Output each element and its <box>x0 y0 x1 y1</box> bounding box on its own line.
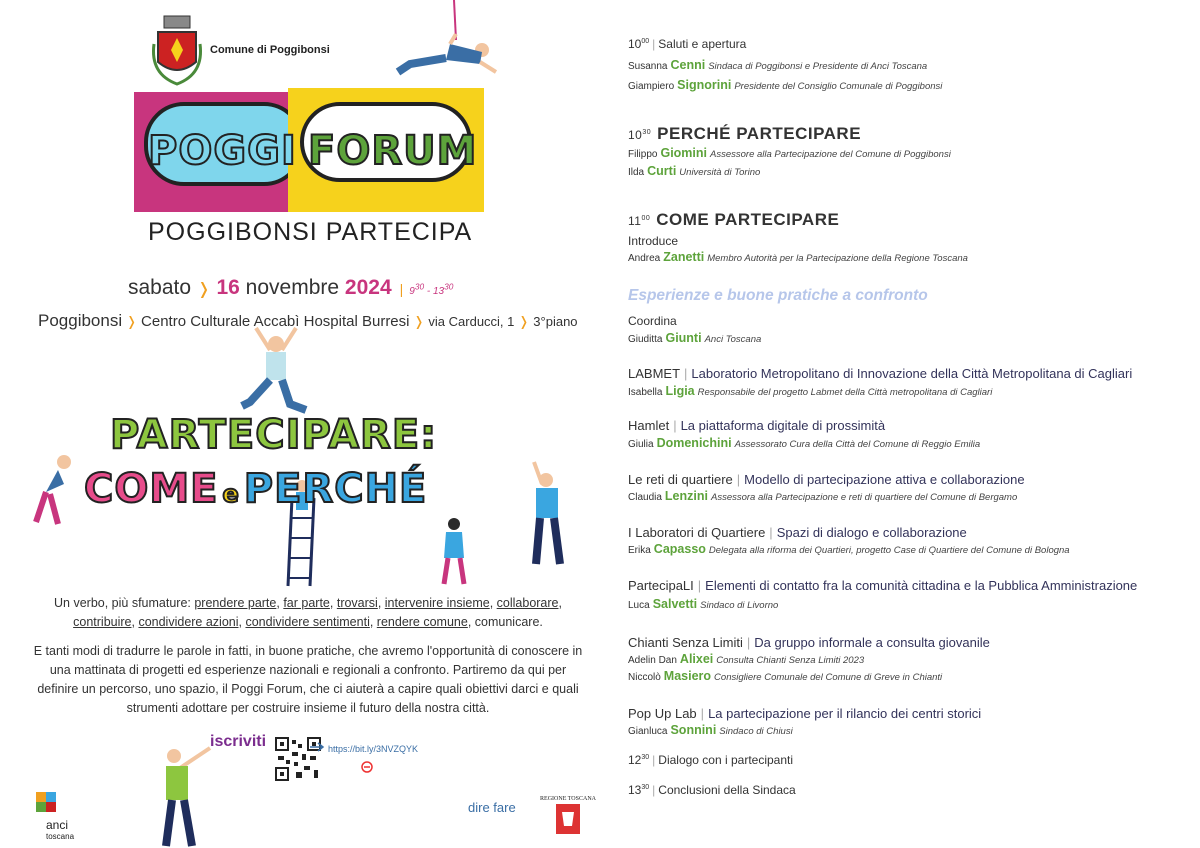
event-date <box>128 276 453 300</box>
agenda-title: Saluti e apertura <box>658 37 747 51</box>
verb-item: far parte <box>283 596 330 610</box>
direfare-logo: dire fare <box>468 800 516 815</box>
section-perche: $10^{30}$ PERCHÉ PARTECIPARE <box>628 124 862 143</box>
verb-item: condividere azioni <box>138 615 239 629</box>
pushing-person-illustration <box>28 452 78 526</box>
headline-come: COME <box>84 466 219 512</box>
logo-subtitle: POGGIBONSI PARTECIPA <box>148 218 473 246</box>
place-floor: 3°piano <box>533 314 578 329</box>
intro-lead: Un verbo, più sfumature: <box>54 596 191 610</box>
cheering-person-illustration <box>236 326 316 422</box>
register-label: iscriviti <box>210 733 267 750</box>
headline-perche: PERCHÉ <box>243 466 428 512</box>
intro-paragraph: E tanti modi di tradurre le parole in fatti, in buone pratiche, che avremo l'opportunità di conoscere in una mattinata di progetti ed esperienze nazionali e regionali a confronto. Partiremo da qui per definire un percorso, uno spazio, il Poggi Forum, che ci aiuterà a capire quali obiettivi darci e quali strumenti adottare per costruire insieme il futuro della nostra città. <box>33 644 583 715</box>
date-month: novembre <box>245 276 340 299</box>
hand-pointer-icon <box>360 760 374 774</box>
chevron-separator-icon: ❭ <box>126 314 138 329</box>
speaker-row: Luca Salvetti Sindaco di Livorno <box>628 597 779 611</box>
anci-label: anci <box>46 818 69 832</box>
verb-item: collaborare <box>496 596 559 610</box>
headline-e: e <box>222 480 240 508</box>
svg-text:REGIONE TOSCANA: REGIONE TOSCANA <box>540 796 596 802</box>
speaker-row: Giampiero Signorini Presidente del Consiglio Comunale di Poggibonsi <box>628 78 943 92</box>
verb-item: trovarsi <box>336 596 378 610</box>
headline-come-perche <box>84 466 427 512</box>
chevron-separator-icon: ❭ <box>197 281 211 298</box>
intro-verbs: Un verbo, più sfumature: prendere parte, far parte, trovarsi, intervenire insieme, collaborare, contribuire, condividere azioni, condividere sentimenti, rendere comune, comunicare. <box>54 596 562 629</box>
chevron-separator-icon: ❭ <box>413 314 425 329</box>
project-row: Chianti Senza Limiti | Da gruppo informale a consulta giovanile <box>628 635 990 650</box>
speaker-row: Giulia Domenichini Assessorato Cura della Città del Comune di Reggio Emilia <box>628 436 981 450</box>
date-weekday: sabato <box>128 276 192 299</box>
date-year: 2024 <box>344 276 392 299</box>
project-row: Hamlet | La piattaforma digitale di prossimità <box>628 418 886 433</box>
chevron-separator-icon: ❭ <box>518 314 530 329</box>
anci-logo-icon <box>22 790 66 820</box>
anci-sublabel: toscana <box>46 832 75 841</box>
verb-item: condividere sentimenti <box>245 615 370 629</box>
logo-word-poggi: POGGI <box>148 128 297 174</box>
bar-separator-icon: | <box>399 281 404 297</box>
logo-word-forum: FORUM <box>308 128 478 174</box>
speaker-row: Andrea Zanetti Membro Autorità per la Partecipazione della Regione Toscana <box>628 250 968 264</box>
speaker-row: Gianluca Sonnini Sindaco di Chiusi <box>628 723 793 737</box>
bar-separator-icon: | <box>652 753 656 767</box>
date-day: 16 <box>216 276 240 299</box>
coordina-label: Coordina <box>628 314 677 328</box>
pointing-man-illustration <box>156 742 216 848</box>
place-venue: Centro Culturale Accabì Hospital Burresi <box>141 313 410 330</box>
climbing-person-illustration <box>390 0 510 80</box>
event-time: $9^{30} - 13^{30}$ <box>409 281 454 297</box>
girl-illustration <box>436 514 472 586</box>
registration-link[interactable]: https://bit.ly/3NVZQYK <box>328 744 419 754</box>
speaker-row: Giuditta Giunti Anci Toscana <box>628 331 762 345</box>
verb-item: intervenire insieme <box>384 596 490 610</box>
place-street: via Carducci, 1 <box>428 314 515 329</box>
section-come: $11^{00}$ COME PARTECIPARE <box>628 210 840 229</box>
speaker-row: Susanna Cenni Sindaca di Poggibonsi e Presidente di Anci Toscana <box>628 58 928 72</box>
regione-toscana-logo <box>540 792 596 838</box>
project-row: Pop Up Lab | La partecipazione per il rilancio dei centri storici <box>628 706 982 721</box>
standing-man-illustration <box>520 460 568 566</box>
agenda-conclusioni: $13^{30}$ | Conclusioni della Sindaca <box>628 783 796 797</box>
verb-item: comunicare. <box>474 615 543 629</box>
place-city: Poggibonsi <box>38 311 123 330</box>
speaker-row: Isabella Ligia Responsabile del progetto Labmet della Città metropolitana di Cagliari <box>628 384 993 398</box>
speaker-row: Claudia Lenzini Assessora alla Partecipazione e reti di quartiere del Comune di Bergamo <box>628 489 1018 503</box>
agenda-dialogo: $12^{30}$ | Dialogo con i partecipanti <box>628 753 794 767</box>
experiences-title: Esperienze e buone pratiche a confronto <box>628 287 928 304</box>
speaker-row: Ilda Curti Università di Torino <box>628 164 761 178</box>
bar-separator-icon: | <box>652 37 656 51</box>
arrow-right-icon <box>310 742 326 752</box>
speaker-row: Adelin Dan Alixei Consulta Chianti Senza Limiti 2023 <box>628 652 865 666</box>
project-row: Le reti di quartiere | Modello di partecipazione attiva e collaborazione <box>628 472 1025 487</box>
headline-partecipare: PARTECIPARE: <box>110 412 438 458</box>
comune-label: Comune di Poggibonsi <box>210 44 330 56</box>
bar-separator-icon: | <box>652 783 656 797</box>
project-row: I Laboratori di Quartiere | Spazi di dialogo e collaborazione <box>628 525 967 540</box>
coat-of-arms-icon <box>150 14 204 86</box>
verb-item: prendere parte <box>194 596 277 610</box>
speaker-row: Niccolò Masiero Consigliere Comunale del Comune di Greve in Chianti <box>628 669 943 683</box>
come-intro-label: Introduce <box>628 234 679 248</box>
project-row: LABMET | Laboratorio Metropolitano di Innovazione della Città Metropolitana di Cagliari <box>628 366 1133 381</box>
speaker-row: Erika Capasso Delegata alla riforma dei Quartieri, progetto Case di Quartiere del Comune di Bologna <box>628 542 1070 556</box>
agenda-opening: $10^{00}$ | Saluti e apertura <box>628 37 747 51</box>
poggi-forum-logo <box>128 84 488 284</box>
anci-toscana-logo <box>22 790 75 841</box>
speaker-row: Filippo Giomini Assessore alla Partecipazione del Comune di Poggibonsi <box>628 146 951 160</box>
comune-header <box>150 14 330 86</box>
project-row: PartecipaLI | Elementi di contatto fra la comunità cittadina e la Pubblica Amministrazione <box>628 578 1138 593</box>
agenda-title: Conclusioni della Sindaca <box>658 783 796 797</box>
verb-item: contribuire <box>73 615 132 629</box>
agenda-title: Dialogo con i partecipanti <box>658 753 794 767</box>
verb-item: rendere comune <box>376 615 468 629</box>
